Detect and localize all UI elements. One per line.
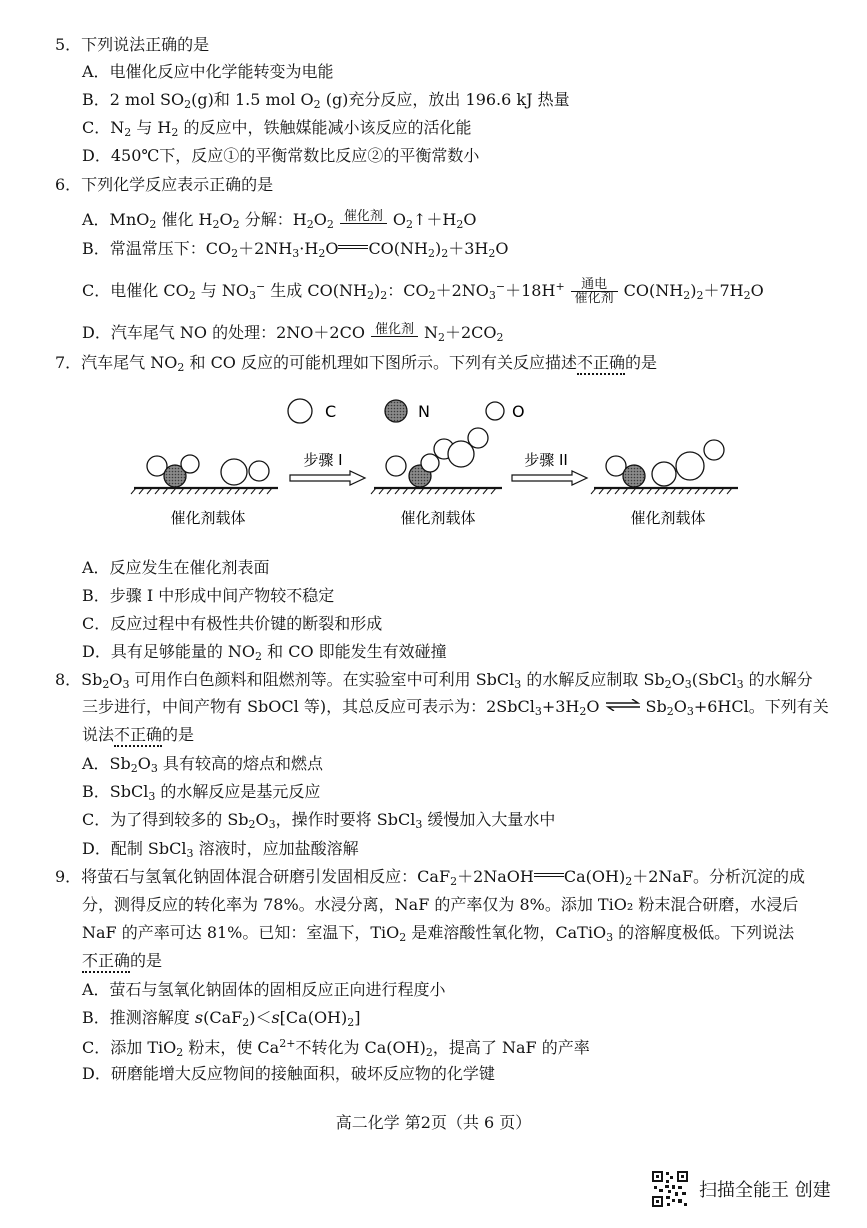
q8-line-3: 说法不正确的是 (82, 727, 194, 743)
arrow-right-icon (290, 471, 365, 485)
nitrogen-atom-legend-icon (385, 400, 407, 422)
reaction-condition: 通电 催化剂 (571, 278, 618, 305)
reaction-condition: 催化剂 (371, 323, 418, 337)
watermark-text: 扫描全能王 创建 (699, 1180, 831, 1201)
carbon-atom-legend-icon (288, 399, 312, 423)
q9-option-a: A．萤石与氢氧化钠固体的固相反应正向进行程度小 (82, 980, 446, 999)
q9-line-2: 分，测得反应的转化率为 78%。水浸分离，NaF 的产率仅为 8%。添加 TiO₂ 粉末混合研磨，水浸后 (82, 895, 799, 914)
q9-line-1: 9．将萤石与氢氧化钠固体混合研磨引发固相反应：CaF$_2$＋2NaOH $Ca(OH)_2+2NaF$。分析沉淀的成 (55, 867, 806, 888)
q8-option-a: A．$Sb_2O_3$ 具有较高的熔点和燃点 (82, 754, 323, 775)
q6-option-b: B．常温常压下：$CO_2+2NH_3\cdot H_2O$ $CO(NH_2)_2+3H_2O$ (82, 239, 509, 260)
reaction-mechanism-diagram (120, 392, 760, 542)
q9-line-3: NaF 的产率可达 81%。已知：室温下，TiO$_2$ 是难溶酸性氧化物，CaTiO$_3$ 的溶解度极低。下列说法 (82, 923, 795, 944)
q6-option-d: D．汽车尾气 NO 的处理：2NO＋2CO 催化剂 $N_2+2CO_2$ (82, 321, 504, 344)
legend-o-label: O (512, 402, 525, 421)
q8-option-b: B．SbCl$_3$ 的水解反应是基元反应 (82, 782, 321, 803)
q9-option-d: D．研磨能增大反应物间的接触面积，破坏反应物的化学键 (82, 1064, 495, 1083)
equals-sign (338, 243, 368, 251)
q5-option-a: A．电催化反应中化学能转变为电能 (82, 62, 334, 81)
q6-option-a: A．MnO$_2$ 催化 $H_2O_2$ 分解：$H_2O_2$ 催化剂 $O_2↑+H_2O$ (82, 208, 477, 231)
q7-option-d: D．具有足够能量的 $NO_2$ 和 CO 即能发生有效碰撞 (82, 642, 447, 663)
reaction-condition: 催化剂 (340, 210, 387, 224)
q8-option-d: D．配制 SbCl$_3$ 溶液时，应加盐酸溶解 (82, 839, 359, 860)
carrier-label-3: 催化剂载体 (630, 509, 706, 527)
panel-final (591, 440, 738, 527)
q5-option-c: C．$N_2$ 与 $H_2$ 的反应中，铁触媒能减小该反应的活化能 (82, 118, 472, 139)
q7-stem: 7．汽车尾气 $NO_2$ 和 CO 反应的可能机理如下图所示。下列有关反应描述不正确的是 (55, 353, 658, 374)
carrier-label-2: 催化剂载体 (400, 509, 476, 527)
q6-stem: 6．下列化学反应表示正确的是 (55, 175, 274, 194)
q6-option-c: C．电催化 $CO_2$ 与 $NO_3^-$ 生成 $CO(NH_2)_2$：$CO_2+2NO_3^-+18H^+$ 通电 催化剂 $CO(NH_2)_2+7H_2O$ (82, 277, 764, 306)
step1-label: 步骤 I (303, 451, 343, 469)
equilibrium-arrow-icon (604, 699, 642, 711)
legend-n-label: N (418, 402, 430, 421)
q9-line-4: 不正确的是 (82, 953, 162, 969)
q9-option-c: C．添加 TiO$_2$ 粉末，使 $Ca^{2+}$不转化为 $Ca(OH)_2$，提高了 NaF 的产率 (82, 1037, 590, 1059)
panel-initial (131, 455, 278, 527)
q9-option-b: B．推测溶解度 $s(CaF_2)<s[Ca(OH)_2]$ (82, 1008, 361, 1029)
legend-c-label: C (325, 402, 337, 421)
q8-option-c: C．为了得到较多的 $Sb_2O_3$，操作时要将 SbCl$_3$ 缓慢加入大量水中 (82, 810, 556, 831)
arrow-right-icon (512, 471, 587, 485)
panel-intermediate (371, 428, 502, 527)
equals-sign (534, 871, 564, 879)
step2-label: 步骤 II (524, 451, 568, 469)
q7-option-a: A．反应发生在催化剂表面 (82, 558, 270, 577)
q8-line-1: 8．$Sb_2O_3$ 可用作白色颜料和阻燃剂等。在实验室中可利用 SbCl$_3$ 的水解反应制取 $Sb_2O_3(SbCl_3$ 的水解分 (55, 670, 813, 691)
page-footer: 高二化学 第2页（共 6 页） (335, 1113, 532, 1132)
qr-code-icon (651, 1170, 689, 1208)
oxygen-atom-legend-icon (486, 402, 504, 420)
q5-stem: 5．下列说法正确的是 (55, 35, 210, 54)
q5-option-b: B．2 mol $SO_2(g)$和 1.5 mol $O_2$ (g)充分反应，放出 196.6 kJ 热量 (82, 90, 570, 111)
q8-line-2: 三步进行，中间产物有 SbOCl 等)，其总反应可表示为：$2SbCl_3+3H_2O$ $Sb_2O_3+6HCl$。下列有关 (82, 697, 829, 718)
q7-option-b: B．步骤 I 中形成中间产物较不稳定 (82, 586, 335, 605)
q7-option-c: C．反应过程中有极性共价键的断裂和形成 (82, 614, 383, 633)
q5-option-d: D．450℃下，反应①的平衡常数比反应②的平衡常数小 (82, 146, 480, 165)
scanner-watermark (651, 1170, 831, 1208)
carrier-label-1: 催化剂载体 (170, 509, 246, 527)
